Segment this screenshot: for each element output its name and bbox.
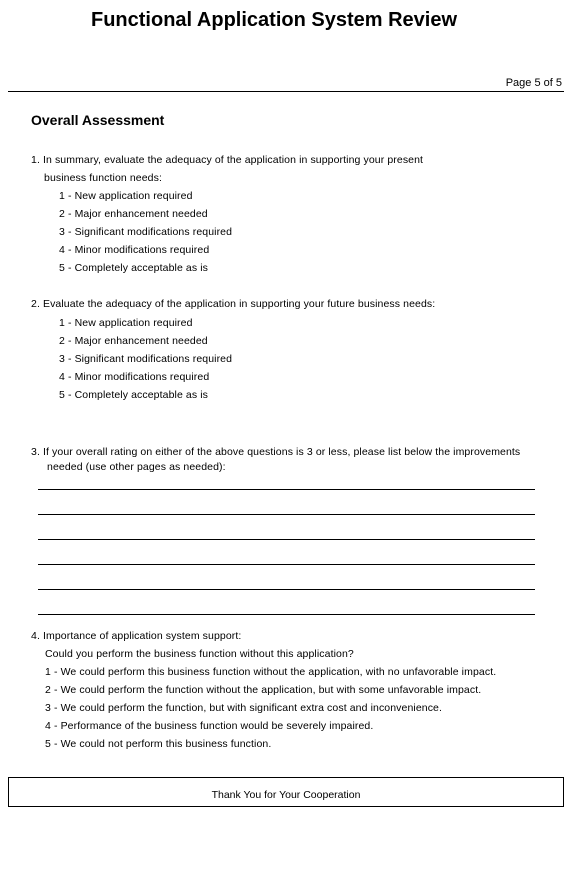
q1-option: 1 - New application required bbox=[59, 190, 193, 202]
header-divider bbox=[8, 91, 564, 92]
q1-option: 4 - Minor modifications required bbox=[59, 244, 210, 256]
question-3-text-cont: needed (use other pages as needed): bbox=[47, 461, 226, 473]
footer-box bbox=[8, 777, 564, 807]
q2-option: 5 - Completely acceptable as is bbox=[59, 389, 209, 401]
answer-line[interactable] bbox=[38, 614, 535, 615]
q1-option: 5 - Completely acceptable as is bbox=[59, 262, 209, 274]
q1-option: 3 - Significant modifications required bbox=[59, 226, 233, 238]
question-1-text-cont: business function needs: bbox=[44, 172, 162, 184]
q4-option: 3 - We could perform the function, but with significant extra cost and inconvenience. bbox=[45, 702, 443, 714]
answer-line[interactable] bbox=[38, 564, 535, 565]
question-4-subquestion: Could you perform the business function without this application? bbox=[45, 648, 354, 660]
answer-line[interactable] bbox=[38, 589, 535, 590]
q2-option: 4 - Minor modifications required bbox=[59, 371, 210, 383]
q2-option: 1 - New application required bbox=[59, 317, 193, 329]
document-title: Functional Application System Review bbox=[91, 9, 457, 31]
q2-option: 2 - Major enhancement needed bbox=[59, 335, 208, 347]
question-1-text: 1. In summary, evaluate the adequacy of the application in supporting your present bbox=[31, 154, 424, 166]
section-title: Overall Assessment bbox=[31, 112, 165, 128]
q1-option: 2 - Major enhancement needed bbox=[59, 208, 208, 220]
thank-you-message: Thank You for Your Cooperation bbox=[211, 789, 361, 801]
q4-option: 4 - Performance of the business function would be severely impaired. bbox=[45, 720, 374, 732]
answer-line[interactable] bbox=[38, 489, 535, 490]
q4-option: 2 - We could perform the function without the application, but with some unfavorable impact. bbox=[45, 684, 482, 696]
answer-line[interactable] bbox=[38, 514, 535, 515]
page-number: Page 5 of 5 bbox=[505, 77, 562, 89]
q4-option: 5 - We could not perform this business function. bbox=[45, 738, 272, 750]
question-3-text: 3. If your overall rating on either of the above questions is 3 or less, please list below the improvements bbox=[31, 446, 521, 458]
question-4-text: 4. Importance of application system support: bbox=[31, 630, 242, 642]
question-2-text: 2. Evaluate the adequacy of the application in supporting your future business needs: bbox=[31, 298, 436, 310]
q2-option: 3 - Significant modifications required bbox=[59, 353, 233, 365]
answer-line[interactable] bbox=[38, 539, 535, 540]
q4-option: 1 - We could perform this business function without the application, with no unfavorable impact. bbox=[45, 666, 497, 678]
